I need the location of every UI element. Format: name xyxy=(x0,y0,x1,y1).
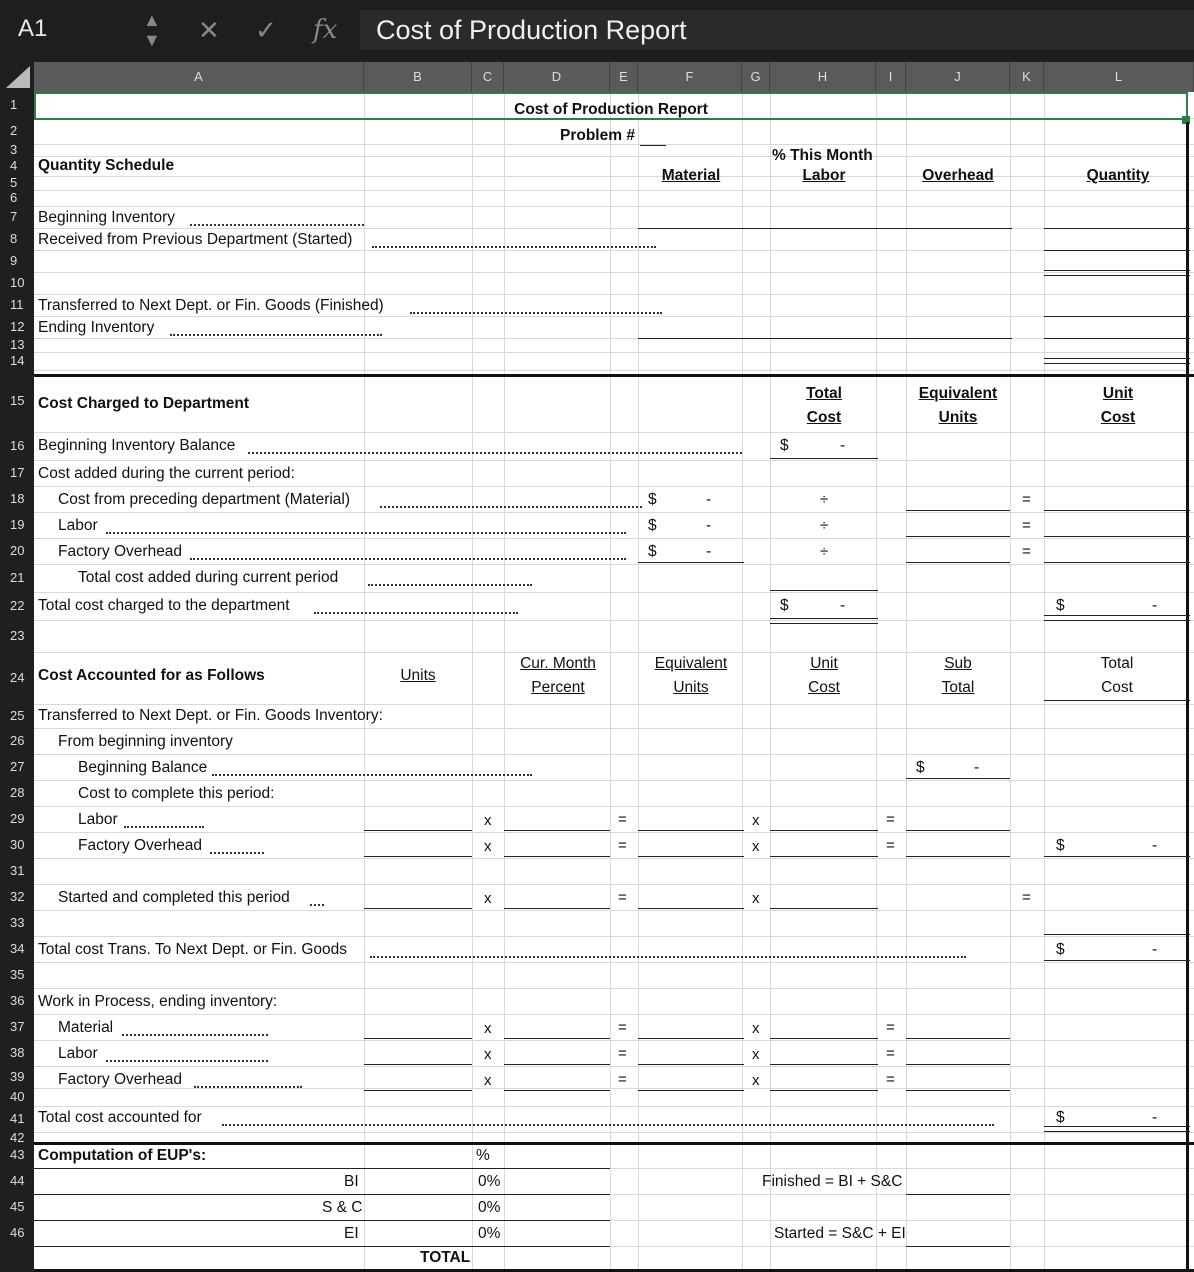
column-header-l[interactable]: L xyxy=(1044,62,1194,92)
overhead-charged-label: Factory Overhead xyxy=(58,543,183,560)
row-header-4[interactable]: 4 xyxy=(10,158,18,173)
ending-inventory-label: Ending Inventory xyxy=(38,319,155,336)
beginning-balance-acct-label: Beginning Balance xyxy=(78,759,208,776)
cost-added-label: Cost added during the current period: xyxy=(38,465,295,482)
from-beginning-label: From beginning inventory xyxy=(58,733,233,750)
unit-label: Unit xyxy=(1102,385,1134,402)
labor-charged-label: Labor xyxy=(58,517,98,534)
eup-heading: Computation of EUP's: xyxy=(38,1147,207,1164)
cost-accounted-heading: Cost Accounted for as Follows xyxy=(38,667,265,684)
worksheet-grid[interactable]: Cost of Production Report Problem # Quantity Schedule % This Month Material Labor Overhead Quantity Beginning Inventory Received from Previous Department (Started) Transferred to Next Dept. or Fin. Goods (Finished) Ending Inventory Cost Charged to Department Total Cost Equivalent Units Unit Cost Beginning Inventory Balance $ - Cost added during the current period: Cost from preceding department (Material) $ - ÷ = Labor $ - ÷ = Factory Overhead $ - ÷ = Total cost added during current period Total cost charged to the department $ - $ - Cost Accounted for as Follows Units Cur. Month Percent Equivalent Units Unit Cost Sub Total Total Cost Transferred to Next Dept. or Fin. Goods Inventory: From beginning inventory Beginning Balance $ - Cost to complete this period: Labor x = x = Factory Overhead x = x = $ - Started and completed this period x = x = Total cost Trans. To Next Dept. or Fin. Goods $ - Work in Process, ending inventory: Material x = x = Labor x = x = Factory Overhead x = x = Total cost accounted for $ - Computation of EUP's: % BI 0% Finished = BI + S&C S & C 0% EI 0% Started = S&C + EI TOTAL xyxy=(34,92,1194,1272)
quantity-schedule-heading: Quantity Schedule xyxy=(38,157,175,174)
row-header-35[interactable]: 35 xyxy=(10,967,25,982)
total-trans-label: Total cost Trans. To Next Dept. or Fin. Goods xyxy=(38,941,347,958)
row-header-41[interactable]: 41 xyxy=(10,1111,25,1126)
report-title: Cost of Production Report xyxy=(514,101,708,118)
row-header-19[interactable]: 19 xyxy=(10,517,25,532)
formula-input[interactable]: Cost of Production Report xyxy=(360,10,1194,50)
row-header-2[interactable]: 2 xyxy=(10,123,18,138)
total-accounted-label: Total cost accounted for xyxy=(38,1109,202,1126)
material-wip-label: Material xyxy=(58,1019,114,1036)
stepper-down-icon[interactable]: ▼ xyxy=(143,30,161,50)
row-header-18[interactable]: 18 xyxy=(10,491,25,506)
transferred-finished-label: Transferred to Next Dept. or Fin. Goods (Finished) xyxy=(38,297,384,314)
row-header-20[interactable]: 20 xyxy=(10,543,25,558)
ei-label: EI xyxy=(344,1225,359,1242)
total-cost-label: Cost xyxy=(806,409,842,426)
units-col-label: Units xyxy=(400,667,436,684)
cost-to-complete-label: Cost to complete this period: xyxy=(78,785,275,802)
row-header-42[interactable]: 42 xyxy=(10,1130,25,1145)
column-header-b[interactable]: B xyxy=(364,62,472,92)
column-header-h[interactable]: H xyxy=(770,62,876,92)
started-formula: Started = S&C + EI xyxy=(774,1225,906,1242)
row-header-40[interactable]: 40 xyxy=(10,1089,25,1104)
column-header-d[interactable]: D xyxy=(504,62,610,92)
column-header-c[interactable]: C xyxy=(472,62,504,92)
row-header-33[interactable]: 33 xyxy=(10,915,25,930)
column-header-f[interactable]: F xyxy=(638,62,742,92)
sc-pct[interactable]: 0% xyxy=(478,1199,501,1216)
unit-cost-label: Cost xyxy=(1100,409,1136,426)
pct-this-month-label: % This Month xyxy=(772,147,873,164)
row-header-43[interactable]: 43 xyxy=(10,1147,25,1162)
labor-col-label: Labor xyxy=(802,167,846,184)
row-header-15[interactable]: 15 xyxy=(10,393,25,408)
row-header-12[interactable]: 12 xyxy=(10,319,25,334)
row-header-30[interactable]: 30 xyxy=(10,837,25,852)
row-header-1[interactable]: 1 xyxy=(10,97,18,112)
row-header-16[interactable]: 16 xyxy=(10,438,25,453)
row-header-13[interactable]: 13 xyxy=(10,337,25,352)
column-header-g[interactable]: G xyxy=(742,62,770,92)
beginning-inventory-label: Beginning Inventory xyxy=(38,209,176,226)
overhead-wip-label: Factory Overhead xyxy=(58,1071,183,1088)
material-col-label: Material xyxy=(661,167,721,184)
bi-pct[interactable]: 0% xyxy=(478,1173,501,1190)
problem-label: Problem # xyxy=(560,127,635,144)
row-header-5[interactable]: 5 xyxy=(10,175,18,190)
column-header-i[interactable]: I xyxy=(876,62,906,92)
labor-wip-label: Labor xyxy=(58,1045,98,1062)
row-header-9[interactable]: 9 xyxy=(10,253,18,268)
cost-preceding-label: Cost from preceding department (Material) xyxy=(58,491,351,508)
column-header-k[interactable]: K xyxy=(1010,62,1044,92)
column-header-j[interactable]: J xyxy=(906,62,1010,92)
labor-complete-label: Labor xyxy=(78,811,118,828)
received-label: Received from Previous Department (Started) xyxy=(38,231,353,248)
confirm-icon[interactable]: ✓ xyxy=(255,15,277,45)
row-header-32[interactable]: 32 xyxy=(10,889,25,904)
total-eup-label: TOTAL xyxy=(420,1249,471,1266)
row-header-46[interactable]: 46 xyxy=(10,1225,25,1240)
row-header-29[interactable]: 29 xyxy=(10,811,25,826)
overhead-complete-label: Factory Overhead xyxy=(78,837,203,854)
equivalent-units-label: Units xyxy=(938,409,978,426)
row-header-25[interactable]: 25 xyxy=(10,708,25,723)
started-completed-label: Started and completed this period xyxy=(58,889,290,906)
ei-pct[interactable]: 0% xyxy=(478,1225,501,1242)
row-header-28[interactable]: 28 xyxy=(10,785,25,800)
name-box[interactable]: A1 xyxy=(18,15,48,42)
row-header-7[interactable]: 7 xyxy=(10,209,18,224)
total-added-label: Total cost added during current period xyxy=(78,569,339,586)
cost-charged-heading: Cost Charged to Department xyxy=(38,395,249,412)
row-header-8[interactable]: 8 xyxy=(10,231,18,246)
row-header-27[interactable]: 27 xyxy=(10,759,25,774)
wip-ending-label: Work in Process, ending inventory: xyxy=(38,993,278,1010)
stepper-up-icon[interactable]: ▲ xyxy=(143,10,161,30)
total-label: Total xyxy=(806,385,842,402)
cancel-icon[interactable]: ✕ xyxy=(198,15,220,45)
bi-label: BI xyxy=(344,1173,359,1190)
row-header-44[interactable]: 44 xyxy=(10,1173,25,1188)
row-header-45[interactable]: 45 xyxy=(10,1199,25,1214)
transferred-inventory-label: Transferred to Next Dept. or Fin. Goods Inventory: xyxy=(38,707,383,724)
column-header-e[interactable]: E xyxy=(610,62,638,92)
total-charged-label: Total cost charged to the department xyxy=(38,597,290,614)
row-header-31[interactable]: 31 xyxy=(10,863,25,878)
row-header-22[interactable]: 22 xyxy=(10,598,25,613)
quantity-col-label: Quantity xyxy=(1086,167,1150,184)
row-header-34[interactable]: 34 xyxy=(10,941,25,956)
row-header-17[interactable]: 17 xyxy=(10,465,25,480)
row-header-6[interactable]: 6 xyxy=(10,190,18,205)
row-header-38[interactable]: 38 xyxy=(10,1045,25,1060)
row-header-37[interactable]: 37 xyxy=(10,1019,25,1034)
row-header-23[interactable]: 23 xyxy=(10,628,25,643)
row-header-11[interactable]: 11 xyxy=(10,297,24,312)
formula-bar xyxy=(0,0,1194,60)
row-header-24[interactable]: 24 xyxy=(10,670,25,685)
overhead-col-label: Overhead xyxy=(922,167,994,184)
row-header-36[interactable]: 36 xyxy=(10,993,25,1008)
select-all-icon[interactable] xyxy=(6,66,30,88)
column-header-a[interactable]: A xyxy=(34,62,364,92)
beginning-balance-label: Beginning Inventory Balance xyxy=(38,437,236,454)
row-header-10[interactable]: 10 xyxy=(10,275,25,290)
row-header-14[interactable]: 14 xyxy=(10,353,25,368)
sc-label: S & C xyxy=(322,1199,363,1216)
row-header-21[interactable]: 21 xyxy=(10,570,25,585)
finished-formula: Finished = BI + S&C xyxy=(762,1173,903,1190)
equivalent-label: Equivalent xyxy=(918,385,998,402)
row-header-39[interactable]: 39 xyxy=(10,1069,25,1084)
row-header-3[interactable]: 3 xyxy=(10,142,18,157)
row-header-26[interactable]: 26 xyxy=(10,733,25,748)
function-icon[interactable]: fx xyxy=(313,15,338,45)
